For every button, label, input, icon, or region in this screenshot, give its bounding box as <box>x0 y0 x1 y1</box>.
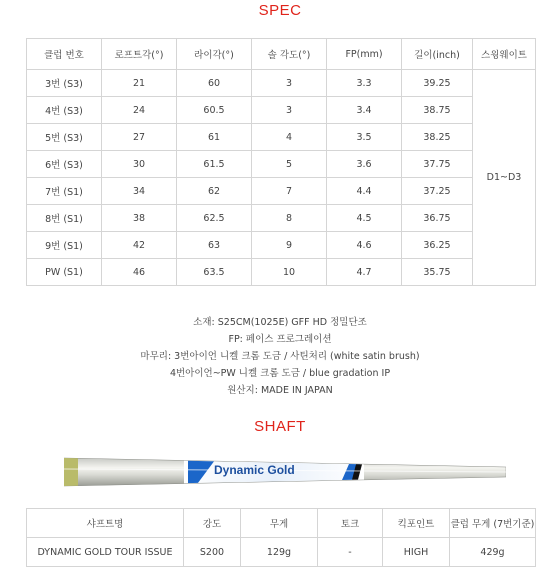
header-torque: 토크 <box>318 509 383 538</box>
cell-length: 36.25 <box>402 232 473 259</box>
cell-flex: S200 <box>184 538 241 567</box>
cell-loft: 27 <box>102 124 177 151</box>
cell-loft: 21 <box>102 70 177 97</box>
header-lie: 라이각(°) <box>177 39 252 70</box>
cell-shaft-name: DYNAMIC GOLD TOUR ISSUE <box>27 538 184 567</box>
cell-loft: 24 <box>102 97 177 124</box>
table-row <box>27 124 536 151</box>
cell-lie: 63.5 <box>177 259 252 286</box>
table-row <box>27 259 536 286</box>
cell-length: 39.25 <box>402 70 473 97</box>
header-shaft-name: 샤프트명 <box>27 509 184 538</box>
cell-length: 37.25 <box>402 178 473 205</box>
cell-lie: 61 <box>177 124 252 151</box>
cell-length: 35.75 <box>402 259 473 286</box>
shaft-title: SHAFT <box>254 418 306 435</box>
table-row <box>27 205 536 232</box>
table-row <box>27 232 536 259</box>
header-flex: 강도 <box>184 509 241 538</box>
cell-club: 7번 (S1) <box>27 178 102 205</box>
cell-fp: 3.6 <box>327 151 402 178</box>
table-row <box>27 97 536 124</box>
table-row <box>27 538 536 567</box>
cell-sole: 8 <box>252 205 327 232</box>
note-fp: FP: 페이스 프로그레이션 <box>228 334 332 345</box>
table-row <box>27 178 536 205</box>
cell-club: 5번 (S3) <box>27 124 102 151</box>
cell-sole: 5 <box>252 151 327 178</box>
shaft-table <box>26 508 536 567</box>
cell-lie: 61.5 <box>177 151 252 178</box>
header-loft: 로프트각(°) <box>102 39 177 70</box>
cell-fp: 4.6 <box>327 232 402 259</box>
spec-table <box>26 38 536 286</box>
header-sole-angle: 솔 각도(°) <box>252 39 327 70</box>
cell-loft: 38 <box>102 205 177 232</box>
spec-title: SPEC <box>258 2 302 19</box>
cell-fp: 4.4 <box>327 178 402 205</box>
cell-torque: - <box>318 538 383 567</box>
cell-sole: 10 <box>252 259 327 286</box>
spec-notes <box>0 314 560 399</box>
cell-lie: 60.5 <box>177 97 252 124</box>
cell-club: 3번 (S3) <box>27 70 102 97</box>
cell-fp: 4.5 <box>327 205 402 232</box>
cell-length: 38.75 <box>402 97 473 124</box>
header-swingweight: 스윙웨이트 <box>473 39 536 70</box>
cell-club: 8번 (S1) <box>27 205 102 232</box>
cell-sole: 4 <box>252 124 327 151</box>
cell-lie: 60 <box>177 70 252 97</box>
cell-club: 4번 (S3) <box>27 97 102 124</box>
cell-fp: 3.4 <box>327 97 402 124</box>
cell-sole: 3 <box>252 97 327 124</box>
note-finish: 마무리: 3번아이언 니켈 크롬 도금 / 사틴처리 (white satin brush) <box>140 351 420 362</box>
cell-fp: 3.3 <box>327 70 402 97</box>
cell-club-weight: 429g <box>450 538 536 567</box>
header-kickpoint: 킥포인트 <box>383 509 450 538</box>
cell-club: PW (S1) <box>27 259 102 286</box>
cell-loft: 46 <box>102 259 177 286</box>
cell-fp: 3.5 <box>327 124 402 151</box>
table-row <box>27 151 536 178</box>
cell-loft: 42 <box>102 232 177 259</box>
shaft-header-row <box>27 509 536 538</box>
cell-lie: 62.5 <box>177 205 252 232</box>
cell-loft: 34 <box>102 178 177 205</box>
note-finish-2: 4번아이언~PW 니켈 크롬 도금 / blue gradation IP <box>169 368 391 379</box>
table-row <box>27 70 536 97</box>
header-club-weight: 클럽 무게 (7번기준) <box>450 509 536 538</box>
cell-swingweight: D1~D3 <box>473 70 536 286</box>
note-origin: 원산지: MADE IN JAPAN <box>227 385 333 396</box>
cell-length: 38.25 <box>402 124 473 151</box>
cell-sole: 7 <box>252 178 327 205</box>
header-weight: 무게 <box>241 509 318 538</box>
cell-kickpoint: HIGH <box>383 538 450 567</box>
cell-weight: 129g <box>241 538 318 567</box>
cell-club: 6번 (S3) <box>27 151 102 178</box>
header-fp: FP(mm) <box>327 39 402 70</box>
header-length: 길이(inch) <box>402 39 473 70</box>
note-material: 소재: S25CM(1025E) GFF HD 정밀단조 <box>193 317 367 328</box>
spec-header-row <box>27 39 536 70</box>
cell-lie: 62 <box>177 178 252 205</box>
cell-sole: 3 <box>252 70 327 97</box>
cell-sole: 9 <box>252 232 327 259</box>
cell-length: 37.75 <box>402 151 473 178</box>
cell-length: 36.75 <box>402 205 473 232</box>
cell-loft: 30 <box>102 151 177 178</box>
cell-club: 9번 (S1) <box>27 232 102 259</box>
cell-lie: 63 <box>177 232 252 259</box>
cell-fp: 4.7 <box>327 259 402 286</box>
header-club-number: 클럽 번호 <box>27 39 102 70</box>
shaft-logo: Dynamic Gold <box>214 463 295 477</box>
